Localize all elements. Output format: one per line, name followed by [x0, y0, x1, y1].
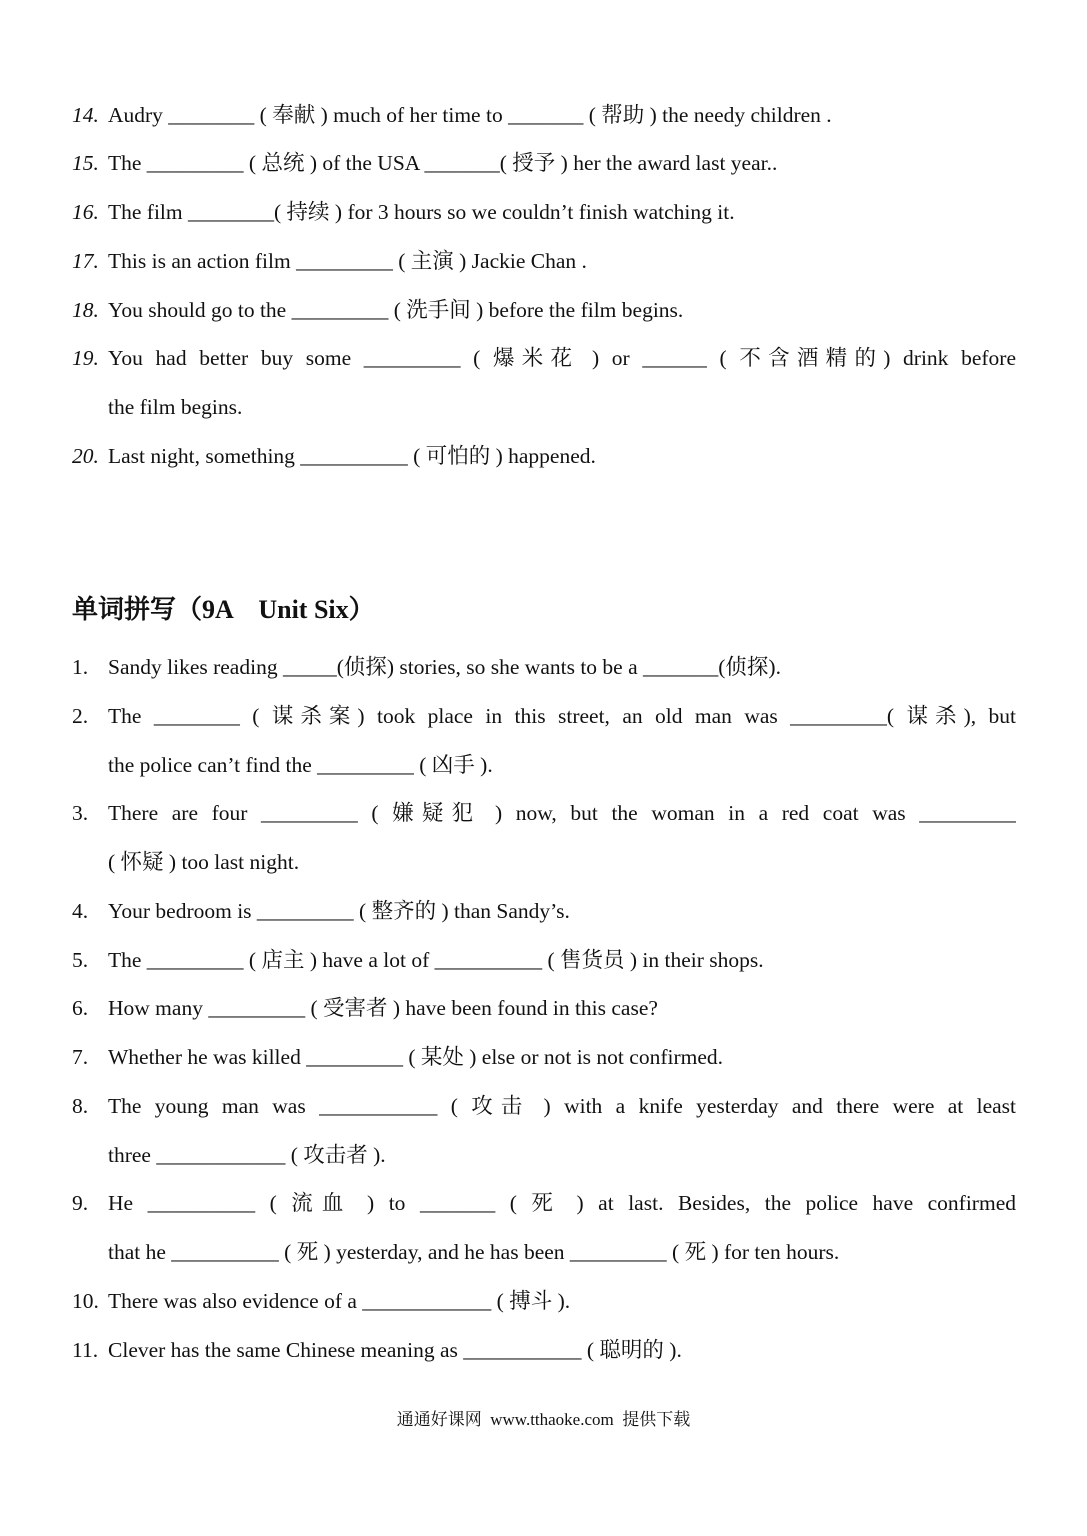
item-number: 1. — [72, 655, 89, 679]
item-text: There was also evidence of a ____________ ( 搏斗 ). — [108, 1289, 571, 1313]
question-number: 14. — [72, 103, 99, 127]
question-text: the film begins. — [108, 395, 243, 419]
question-text: This is an action film _________ ( 主演 ) Jackie Chan . — [108, 249, 587, 273]
item-text: Clever has the same Chinese meaning as ___________ ( 聪明的 ). — [108, 1338, 682, 1362]
question-number: 19. — [72, 346, 99, 370]
question-text: Audry ________ ( 奉献 ) much of her time to _______ ( 帮助 ) the needy children . — [108, 103, 832, 127]
item-text: Whether he was killed _________ ( 某处 ) else or not is not confirmed. — [108, 1045, 723, 1069]
question-number: 18. — [72, 298, 99, 322]
question-number: 15. — [72, 151, 99, 175]
item-number: 2. — [72, 704, 89, 728]
question-number: 20. — [72, 444, 99, 468]
question-text: You had better buy some _________ ( 爆米花 ) or ______ ( 不含酒精的) drink before — [108, 346, 1016, 370]
question-number: 17. — [72, 249, 99, 273]
question-text: The _________ ( 总统 ) of the USA _______( 授予 ) her the award last year.. — [108, 151, 778, 175]
question-number: 16. — [72, 200, 99, 224]
item-number: 10. — [72, 1289, 99, 1313]
item-text: There are four _________ ( 嫌疑犯 ) now, but the woman in a red coat was _________ — [108, 801, 1016, 825]
item-number: 3. — [72, 801, 89, 825]
item-number: 7. — [72, 1045, 89, 1069]
item-text: The ________ ( 谋杀案) took place in this street, an old man was _________( 谋杀), but — [108, 704, 1016, 728]
item-number: 11. — [72, 1338, 99, 1362]
section-title: 单词拼写（9A Unit Six） — [72, 595, 375, 624]
item-text: The young man was ___________ ( 攻击 ) with a knife yesterday and there were at least — [108, 1094, 1016, 1118]
page-footer: 通通好课网 www.tthaoke.com 提供下载 — [396, 1410, 691, 1429]
item-text: How many _________ ( 受害者 ) have been found in this case? — [108, 996, 658, 1020]
item-number: 4. — [72, 899, 89, 923]
question-text: You should go to the _________ ( 洗手间 ) before the film begins. — [108, 298, 684, 322]
item-text: The _________ ( 店主 ) have a lot of __________ ( 售货员 ) in their shops. — [108, 948, 764, 972]
item-text: three ____________ ( 攻击者 ). — [108, 1143, 386, 1167]
item-text: Your bedroom is _________ ( 整齐的 ) than Sandy’s. — [108, 899, 570, 923]
item-number: 9. — [72, 1191, 89, 1215]
question-text: The film ________( 持续 ) for 3 hours so we couldn’t finish watching it. — [108, 200, 735, 224]
question-text: Last night, something __________ ( 可怕的 ) happened. — [108, 444, 596, 468]
item-text: the police can’t find the _________ ( 凶手 ). — [108, 753, 493, 777]
item-number: 5. — [72, 948, 89, 972]
item-text: ( 怀疑 ) too last night. — [108, 850, 300, 874]
item-text: that he __________ ( 死 ) yesterday, and he has been _________ ( 死 ) for ten hours. — [108, 1240, 840, 1264]
item-number: 8. — [72, 1094, 89, 1118]
item-number: 6. — [72, 996, 89, 1020]
item-text: He __________ ( 流血 ) to _______ ( 死 ) at last. Besides, the police have confirmed — [108, 1191, 1016, 1215]
item-text: Sandy likes reading _____(侦探) stories, so she wants to be a _______(侦探). — [108, 655, 781, 679]
